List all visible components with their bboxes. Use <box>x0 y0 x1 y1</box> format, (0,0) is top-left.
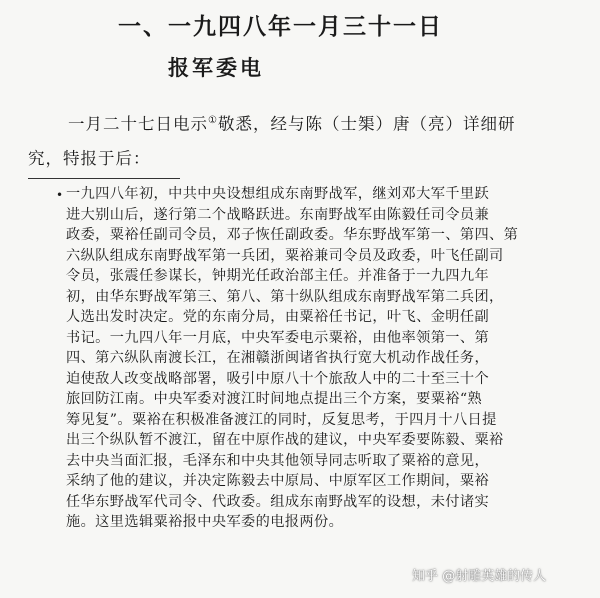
body-text-rest: 敬悉，经与陈（士榘）唐（亮）详细研 <box>217 114 516 134</box>
footnote-line: 书记。一九四八年一月底，中央军委电示粟裕，由他率领第一、第 <box>66 329 490 346</box>
footnote-line: 采纳了他的建议，并决定陈毅去中原局、中原军区工作期间，粟裕 <box>66 473 490 489</box>
footnote-line: 进大别山后，遂行第二个战略跃进。东南野战军由陈毅任司令员兼 <box>66 206 490 223</box>
footnote-line: 施。这里选辑粟裕报中央军委的电报两份。 <box>66 514 344 530</box>
footnote-line: 政委，粟裕任副司令员，邓子恢任副政委。华东野战军第一、第四、第 <box>66 227 519 243</box>
footnote-line: 令员，张震任参谋长，钟期光任政治部主任。并准备于一九四九年 <box>66 268 490 284</box>
watermark-text: 知乎 @射雕英雄的传人 <box>412 569 547 584</box>
body-paragraph <box>28 104 576 176</box>
footnote-line: 初，由华东野战军第三、第八、第十纵队组成东南野战军第二兵团， <box>66 288 504 305</box>
section-subtitle: 报军委电 <box>168 55 264 80</box>
footnote-line: 六纵队组成东南野战军第一兵团，粟裕兼司令员及政委，叶飞任副司 <box>66 247 504 264</box>
footnote-line: 筹见复”。粟裕在积极准备渡江的同时，反复思考，于四月十八日提 <box>66 411 497 428</box>
footnote-text <box>66 184 586 533</box>
footnote-line: 旅回防江南。中央军委对渡江时间地点提出三个方案，要粟裕“熟 <box>66 391 483 407</box>
body-text-line2: 究，特报于后： <box>28 148 151 168</box>
footnote-line: 一九四八年初，中共中央设想组成东南野战军，继刘邓大军千里跃 <box>66 186 490 202</box>
section-title: 一、一九四八年一月三十一日 <box>118 13 443 40</box>
footnote-divider <box>28 178 180 179</box>
footnote-line: 出三个纵队暂不渡江，留在中原作战的建议，中央军委要陈毅、粟裕 <box>66 432 504 448</box>
footnote-line: 迫使敌人改变战略部署，吸引中原八十个旅敌人中的二十至三十个 <box>66 370 490 387</box>
body-text-start: 一月二十七日电示 <box>68 114 208 134</box>
footnote-line: 人选出发时决定。党的东南分局，由粟裕任书记，叶飞、金明任副 <box>66 309 490 325</box>
footnote-line: 去中央当面汇报，毛泽东和中央其他领导同志听取了粟裕的意见， <box>66 452 490 469</box>
footnote-line: 四、第六纵队南渡长江，在湘赣浙闽诸省执行宽大机动作战任务， <box>66 350 490 366</box>
footnote-bullet: • <box>56 188 64 202</box>
footnote-reference: ① <box>208 115 218 126</box>
footnote-line: 任华东野战军代司令、代政委。组成东南野战军的设想，未付诸实 <box>66 493 490 510</box>
